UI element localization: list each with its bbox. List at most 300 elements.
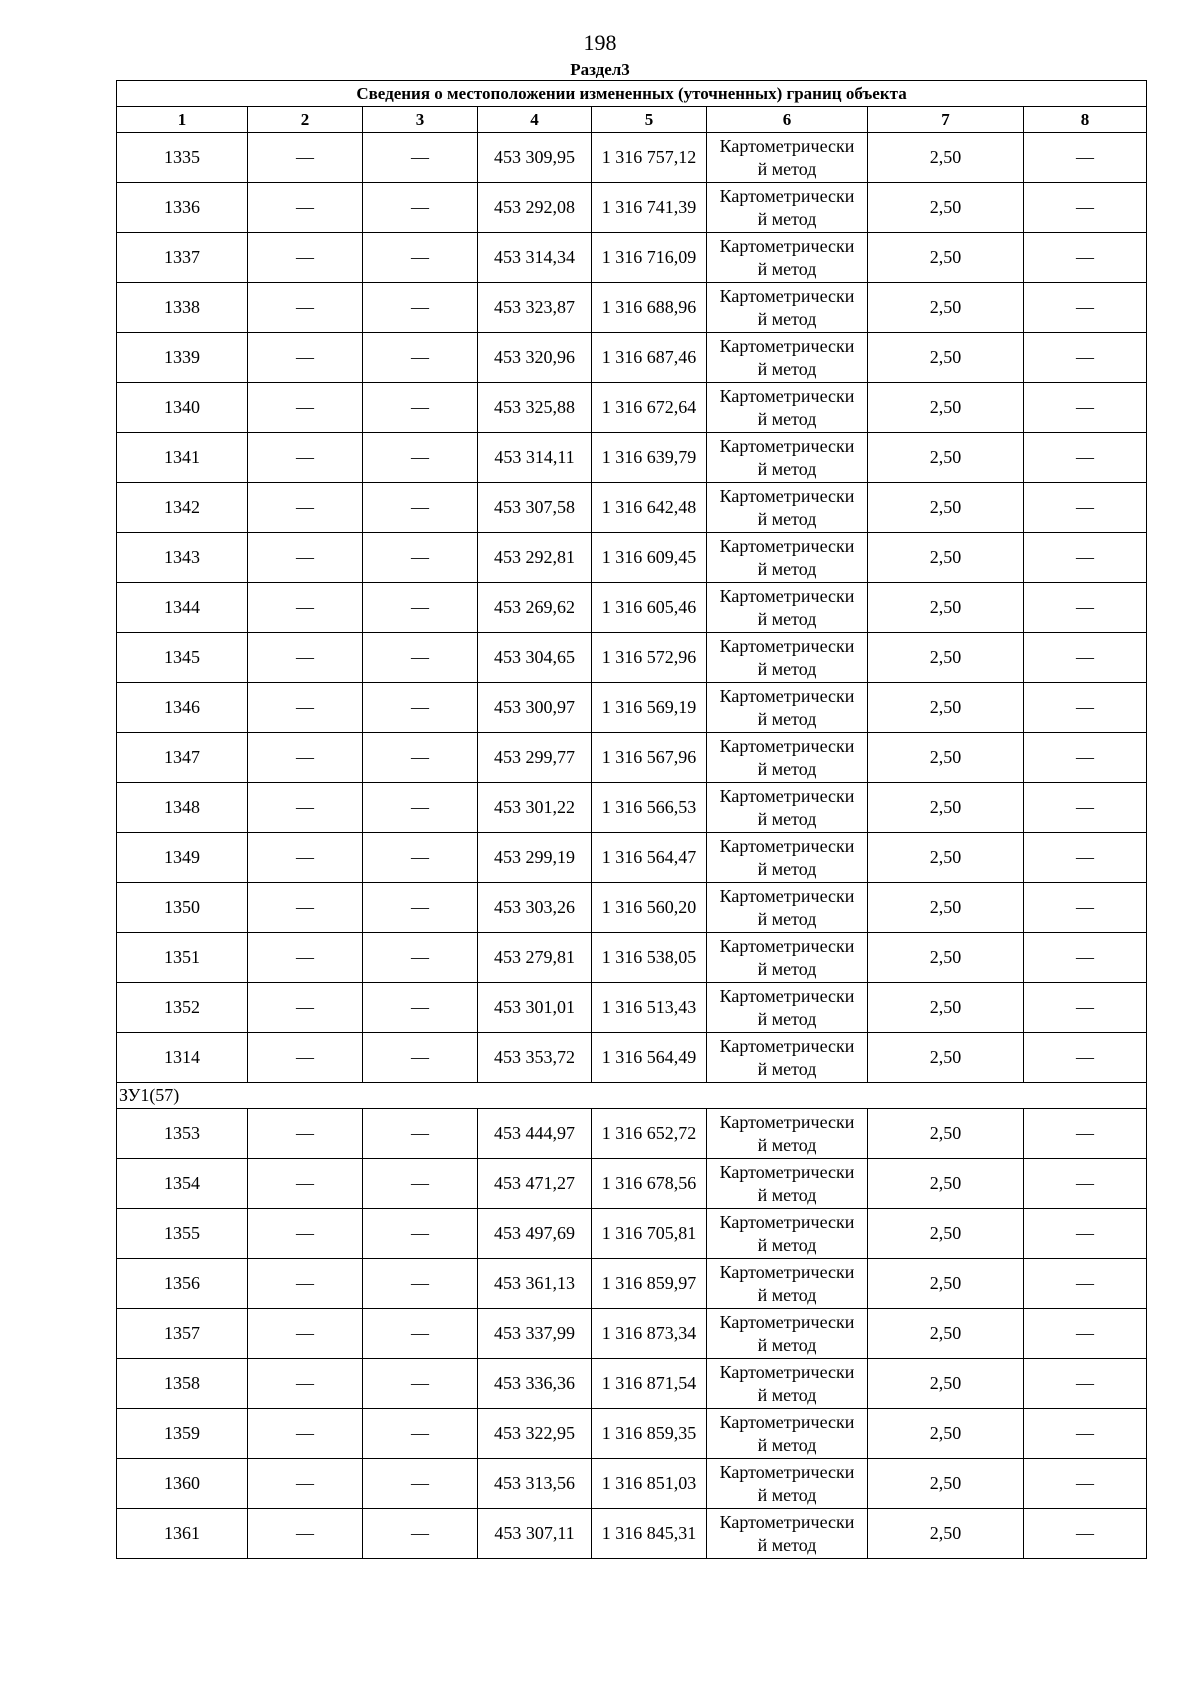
method-cell xyxy=(707,1509,868,1559)
col3-cell: — xyxy=(363,333,478,383)
col2-cell: — xyxy=(248,683,363,733)
table-row xyxy=(117,1159,1147,1209)
point-number-cell: 1351 xyxy=(117,933,248,983)
col3-cell: — xyxy=(363,233,478,283)
point-number-cell: 1345 xyxy=(117,633,248,683)
method-cell xyxy=(707,783,868,833)
col3-cell: — xyxy=(363,283,478,333)
col8-cell: — xyxy=(1024,1259,1147,1309)
table-row xyxy=(117,733,1147,783)
accuracy-cell: 2,50 xyxy=(868,183,1024,233)
method-line-1: Картометрически xyxy=(719,1311,855,1332)
point-number-cell: 1344 xyxy=(117,583,248,633)
method-line-2: й метод xyxy=(757,808,817,829)
method-line-1: Картометрически xyxy=(719,585,855,606)
col8-cell: — xyxy=(1024,133,1147,183)
col8-cell: — xyxy=(1024,883,1147,933)
coord-y-cell: 1 316 859,35 xyxy=(592,1409,707,1459)
coord-x-cell: 453 322,95 xyxy=(478,1409,592,1459)
table-title: Сведения о местоположении измененных (уточненных) границ объекта xyxy=(117,81,1147,107)
coord-y-cell: 1 316 639,79 xyxy=(592,433,707,483)
col3-cell: — xyxy=(363,133,478,183)
col3-cell: — xyxy=(363,433,478,483)
col3-cell: — xyxy=(363,1509,478,1559)
accuracy-cell: 2,50 xyxy=(868,1033,1024,1083)
point-number-cell: 1314 xyxy=(117,1033,248,1083)
col2-cell: — xyxy=(248,483,363,533)
table-row xyxy=(117,1409,1147,1459)
col8-cell: — xyxy=(1024,583,1147,633)
method-line-1: Картометрически xyxy=(719,1035,855,1056)
table-row xyxy=(117,933,1147,983)
coord-x-cell: 453 279,81 xyxy=(478,933,592,983)
table-row xyxy=(117,1359,1147,1409)
accuracy-cell: 2,50 xyxy=(868,1509,1024,1559)
method-line-1: Картометрически xyxy=(719,435,855,456)
section-label: Раздел3 xyxy=(570,60,630,79)
method-cell xyxy=(707,383,868,433)
col3-cell: — xyxy=(363,933,478,983)
col8-cell: — xyxy=(1024,533,1147,583)
col2-cell: — xyxy=(248,233,363,283)
method-line-1: Картометрически xyxy=(719,1361,855,1382)
method-line-1: Картометрически xyxy=(719,1111,855,1132)
method-line-2: й метод xyxy=(757,458,817,479)
method-cell xyxy=(707,1109,868,1159)
col2-cell: — xyxy=(248,833,363,883)
coord-x-cell: 453 314,11 xyxy=(478,433,592,483)
coord-y-cell: 1 316 652,72 xyxy=(592,1109,707,1159)
table-row xyxy=(117,1309,1147,1359)
coord-x-cell: 453 314,34 xyxy=(478,233,592,283)
col8-cell: — xyxy=(1024,633,1147,683)
col3-cell: — xyxy=(363,183,478,233)
coord-y-cell: 1 316 538,05 xyxy=(592,933,707,983)
coord-y-cell: 1 316 716,09 xyxy=(592,233,707,283)
col2-cell: — xyxy=(248,1259,363,1309)
col8-cell: — xyxy=(1024,1359,1147,1409)
method-cell xyxy=(707,883,868,933)
method-line-2: й метод xyxy=(757,1234,817,1255)
coord-x-cell: 453 307,11 xyxy=(478,1509,592,1559)
col2-cell: — xyxy=(248,583,363,633)
col8-cell: — xyxy=(1024,1033,1147,1083)
table-row xyxy=(117,883,1147,933)
method-cell xyxy=(707,283,868,333)
col8-cell: — xyxy=(1024,1409,1147,1459)
method-line-2: й метод xyxy=(757,1284,817,1305)
table-row xyxy=(117,333,1147,383)
method-line-2: й метод xyxy=(757,308,817,329)
col8-cell: — xyxy=(1024,783,1147,833)
method-cell xyxy=(707,983,868,1033)
method-cell xyxy=(707,683,868,733)
method-line-1: Картометрически xyxy=(719,735,855,756)
coord-y-cell: 1 316 513,43 xyxy=(592,983,707,1033)
method-cell xyxy=(707,1159,868,1209)
col8-cell: — xyxy=(1024,233,1147,283)
method-line-2: й метод xyxy=(757,1184,817,1205)
col8-cell: — xyxy=(1024,1309,1147,1359)
accuracy-cell: 2,50 xyxy=(868,1459,1024,1509)
method-line-1: Картометрически xyxy=(719,1461,855,1482)
method-line-2: й метод xyxy=(757,1008,817,1029)
coord-x-cell: 453 303,26 xyxy=(478,883,592,933)
method-line-1: Картометрически xyxy=(719,135,855,156)
group-row xyxy=(117,1083,1147,1109)
col2-cell: — xyxy=(248,383,363,433)
method-line-2: й метод xyxy=(757,758,817,779)
method-cell xyxy=(707,1459,868,1509)
coord-x-cell: 453 323,87 xyxy=(478,283,592,333)
coord-y-cell: 1 316 567,96 xyxy=(592,733,707,783)
accuracy-cell: 2,50 xyxy=(868,383,1024,433)
method-line-2: й метод xyxy=(757,1484,817,1505)
coord-y-cell: 1 316 757,12 xyxy=(592,133,707,183)
accuracy-cell: 2,50 xyxy=(868,1409,1024,1459)
coord-x-cell: 453 336,36 xyxy=(478,1359,592,1409)
table-row xyxy=(117,433,1147,483)
coord-x-cell: 453 292,81 xyxy=(478,533,592,583)
col8-cell: — xyxy=(1024,383,1147,433)
method-cell xyxy=(707,633,868,683)
coord-y-cell: 1 316 741,39 xyxy=(592,183,707,233)
method-line-2: й метод xyxy=(757,258,817,279)
method-line-2: й метод xyxy=(757,208,817,229)
coord-x-cell: 453 313,56 xyxy=(478,1459,592,1509)
col8-cell: — xyxy=(1024,683,1147,733)
method-line-1: Картометрически xyxy=(719,785,855,806)
table-row xyxy=(117,983,1147,1033)
point-number-cell: 1357 xyxy=(117,1309,248,1359)
col2-cell: — xyxy=(248,133,363,183)
coord-y-cell: 1 316 642,48 xyxy=(592,483,707,533)
col2-cell: — xyxy=(248,533,363,583)
col2-cell: — xyxy=(248,183,363,233)
coord-y-cell: 1 316 564,47 xyxy=(592,833,707,883)
table-row xyxy=(117,833,1147,883)
accuracy-cell: 2,50 xyxy=(868,333,1024,383)
point-number-cell: 1338 xyxy=(117,283,248,333)
col8-cell: — xyxy=(1024,433,1147,483)
method-cell xyxy=(707,133,868,183)
point-number-cell: 1346 xyxy=(117,683,248,733)
method-cell xyxy=(707,1309,868,1359)
coord-y-cell: 1 316 672,64 xyxy=(592,383,707,433)
col3-cell: — xyxy=(363,1159,478,1209)
accuracy-cell: 2,50 xyxy=(868,283,1024,333)
coord-x-cell: 453 299,77 xyxy=(478,733,592,783)
method-line-2: й метод xyxy=(757,1384,817,1405)
table-row xyxy=(117,683,1147,733)
method-line-1: Картометрически xyxy=(719,1211,855,1232)
col8-cell: — xyxy=(1024,933,1147,983)
coord-y-cell: 1 316 566,53 xyxy=(592,783,707,833)
column-header: 4 xyxy=(478,107,592,133)
method-cell xyxy=(707,433,868,483)
boundary-table xyxy=(116,80,1147,1559)
col2-cell: — xyxy=(248,283,363,333)
method-line-2: й метод xyxy=(757,858,817,879)
col3-cell: — xyxy=(363,833,478,883)
col3-cell: — xyxy=(363,533,478,583)
method-cell xyxy=(707,733,868,783)
col3-cell: — xyxy=(363,1259,478,1309)
col8-cell: — xyxy=(1024,1459,1147,1509)
table-row xyxy=(117,1033,1147,1083)
method-line-1: Картометрически xyxy=(719,985,855,1006)
table-row xyxy=(117,1509,1147,1559)
method-line-2: й метод xyxy=(757,1434,817,1455)
point-number-cell: 1348 xyxy=(117,783,248,833)
coord-x-cell: 453 309,95 xyxy=(478,133,592,183)
col3-cell: — xyxy=(363,1109,478,1159)
table-row xyxy=(117,233,1147,283)
method-line-1: Картометрически xyxy=(719,635,855,656)
accuracy-cell: 2,50 xyxy=(868,1209,1024,1259)
col3-cell: — xyxy=(363,733,478,783)
col8-cell: — xyxy=(1024,333,1147,383)
table-row xyxy=(117,1459,1147,1509)
coord-x-cell: 453 307,58 xyxy=(478,483,592,533)
coord-x-cell: 453 301,22 xyxy=(478,783,592,833)
table-row xyxy=(117,783,1147,833)
col3-cell: — xyxy=(363,633,478,683)
method-line-2: й метод xyxy=(757,1134,817,1155)
point-number-cell: 1339 xyxy=(117,333,248,383)
method-line-2: й метод xyxy=(757,658,817,679)
accuracy-cell: 2,50 xyxy=(868,1259,1024,1309)
column-header: 2 xyxy=(248,107,363,133)
method-line-1: Картометрически xyxy=(719,1261,855,1282)
col2-cell: — xyxy=(248,433,363,483)
accuracy-cell: 2,50 xyxy=(868,433,1024,483)
table-row xyxy=(117,183,1147,233)
col2-cell: — xyxy=(248,1159,363,1209)
method-line-1: Картометрически xyxy=(719,385,855,406)
column-header: 3 xyxy=(363,107,478,133)
col8-cell: — xyxy=(1024,1159,1147,1209)
method-line-2: й метод xyxy=(757,358,817,379)
col2-cell: — xyxy=(248,1509,363,1559)
method-line-2: й метод xyxy=(757,1534,817,1555)
table-row xyxy=(117,383,1147,433)
method-line-2: й метод xyxy=(757,708,817,729)
method-line-2: й метод xyxy=(757,1334,817,1355)
method-line-1: Картометрически xyxy=(719,535,855,556)
method-cell xyxy=(707,1209,868,1259)
accuracy-cell: 2,50 xyxy=(868,983,1024,1033)
col2-cell: — xyxy=(248,783,363,833)
method-line-2: й метод xyxy=(757,908,817,929)
coord-x-cell: 453 361,13 xyxy=(478,1259,592,1309)
col8-cell: — xyxy=(1024,1109,1147,1159)
page-number: 198 xyxy=(583,30,617,55)
coord-y-cell: 1 316 859,97 xyxy=(592,1259,707,1309)
method-line-1: Картометрически xyxy=(719,935,855,956)
col2-cell: — xyxy=(248,1209,363,1259)
method-cell xyxy=(707,1033,868,1083)
accuracy-cell: 2,50 xyxy=(868,683,1024,733)
col3-cell: — xyxy=(363,1459,478,1509)
method-line-1: Картометрически xyxy=(719,835,855,856)
coord-y-cell: 1 316 705,81 xyxy=(592,1209,707,1259)
column-header: 8 xyxy=(1024,107,1147,133)
column-header: 6 xyxy=(707,107,868,133)
coord-y-cell: 1 316 609,45 xyxy=(592,533,707,583)
column-header: 7 xyxy=(868,107,1024,133)
col8-cell: — xyxy=(1024,283,1147,333)
accuracy-cell: 2,50 xyxy=(868,883,1024,933)
col2-cell: — xyxy=(248,933,363,983)
col2-cell: — xyxy=(248,1109,363,1159)
col2-cell: — xyxy=(248,983,363,1033)
col2-cell: — xyxy=(248,1033,363,1083)
coord-x-cell: 453 320,96 xyxy=(478,333,592,383)
point-number-cell: 1361 xyxy=(117,1509,248,1559)
col2-cell: — xyxy=(248,883,363,933)
method-line-2: й метод xyxy=(757,608,817,629)
table-row xyxy=(117,483,1147,533)
method-line-2: й метод xyxy=(757,508,817,529)
method-cell xyxy=(707,183,868,233)
accuracy-cell: 2,50 xyxy=(868,1359,1024,1409)
method-line-1: Картометрически xyxy=(719,1411,855,1432)
accuracy-cell: 2,50 xyxy=(868,133,1024,183)
col3-cell: — xyxy=(363,1209,478,1259)
col2-cell: — xyxy=(248,733,363,783)
accuracy-cell: 2,50 xyxy=(868,1109,1024,1159)
accuracy-cell: 2,50 xyxy=(868,833,1024,883)
point-number-cell: 1342 xyxy=(117,483,248,533)
point-number-cell: 1356 xyxy=(117,1259,248,1309)
point-number-cell: 1360 xyxy=(117,1459,248,1509)
table-row xyxy=(117,283,1147,333)
method-line-2: й метод xyxy=(757,158,817,179)
point-number-cell: 1343 xyxy=(117,533,248,583)
col2-cell: — xyxy=(248,1409,363,1459)
column-header: 1 xyxy=(117,107,248,133)
coord-x-cell: 453 444,97 xyxy=(478,1109,592,1159)
col3-cell: — xyxy=(363,483,478,533)
coord-y-cell: 1 316 560,20 xyxy=(592,883,707,933)
method-line-1: Картометрически xyxy=(719,335,855,356)
point-number-cell: 1352 xyxy=(117,983,248,1033)
coord-x-cell: 453 269,62 xyxy=(478,583,592,633)
coord-y-cell: 1 316 851,03 xyxy=(592,1459,707,1509)
col3-cell: — xyxy=(363,1409,478,1459)
accuracy-cell: 2,50 xyxy=(868,633,1024,683)
col2-cell: — xyxy=(248,633,363,683)
method-cell xyxy=(707,583,868,633)
coord-y-cell: 1 316 605,46 xyxy=(592,583,707,633)
method-line-1: Картометрически xyxy=(719,885,855,906)
point-number-cell: 1336 xyxy=(117,183,248,233)
col3-cell: — xyxy=(363,1359,478,1409)
method-cell xyxy=(707,833,868,883)
method-line-1: Картометрически xyxy=(719,1511,855,1532)
point-number-cell: 1349 xyxy=(117,833,248,883)
col8-cell: — xyxy=(1024,483,1147,533)
point-number-cell: 1353 xyxy=(117,1109,248,1159)
coord-x-cell: 453 337,99 xyxy=(478,1309,592,1359)
col8-cell: — xyxy=(1024,983,1147,1033)
accuracy-cell: 2,50 xyxy=(868,1309,1024,1359)
col8-cell: — xyxy=(1024,733,1147,783)
accuracy-cell: 2,50 xyxy=(868,233,1024,283)
method-cell xyxy=(707,233,868,283)
point-number-cell: 1347 xyxy=(117,733,248,783)
method-cell xyxy=(707,333,868,383)
col8-cell: — xyxy=(1024,1509,1147,1559)
accuracy-cell: 2,50 xyxy=(868,583,1024,633)
table-row xyxy=(117,583,1147,633)
coord-y-cell: 1 316 687,46 xyxy=(592,333,707,383)
coord-x-cell: 453 353,72 xyxy=(478,1033,592,1083)
accuracy-cell: 2,50 xyxy=(868,533,1024,583)
coord-x-cell: 453 325,88 xyxy=(478,383,592,433)
method-cell xyxy=(707,1259,868,1309)
table-row xyxy=(117,1259,1147,1309)
method-line-1: Картометрически xyxy=(719,235,855,256)
coord-x-cell: 453 471,27 xyxy=(478,1159,592,1209)
coord-y-cell: 1 316 678,56 xyxy=(592,1159,707,1209)
point-number-cell: 1359 xyxy=(117,1409,248,1459)
col8-cell: — xyxy=(1024,183,1147,233)
coord-x-cell: 453 304,65 xyxy=(478,633,592,683)
method-line-2: й метод xyxy=(757,558,817,579)
method-line-1: Картометрически xyxy=(719,1161,855,1182)
group-label: ЗУ1(57) xyxy=(117,1083,1147,1109)
col2-cell: — xyxy=(248,1309,363,1359)
coord-x-cell: 453 299,19 xyxy=(478,833,592,883)
method-line-2: й метод xyxy=(757,408,817,429)
point-number-cell: 1335 xyxy=(117,133,248,183)
col8-cell: — xyxy=(1024,1209,1147,1259)
coord-y-cell: 1 316 871,54 xyxy=(592,1359,707,1409)
method-cell xyxy=(707,1409,868,1459)
point-number-cell: 1340 xyxy=(117,383,248,433)
col3-cell: — xyxy=(363,383,478,433)
method-cell xyxy=(707,483,868,533)
point-number-cell: 1337 xyxy=(117,233,248,283)
accuracy-cell: 2,50 xyxy=(868,783,1024,833)
method-cell xyxy=(707,1359,868,1409)
coord-y-cell: 1 316 873,34 xyxy=(592,1309,707,1359)
method-line-1: Картометрически xyxy=(719,185,855,206)
method-cell xyxy=(707,933,868,983)
table-row xyxy=(117,133,1147,183)
accuracy-cell: 2,50 xyxy=(868,933,1024,983)
col3-cell: — xyxy=(363,1033,478,1083)
method-line-2: й метод xyxy=(757,1058,817,1079)
point-number-cell: 1355 xyxy=(117,1209,248,1259)
col3-cell: — xyxy=(363,983,478,1033)
coord-y-cell: 1 316 564,49 xyxy=(592,1033,707,1083)
point-number-cell: 1354 xyxy=(117,1159,248,1209)
col3-cell: — xyxy=(363,783,478,833)
col2-cell: — xyxy=(248,333,363,383)
coord-x-cell: 453 292,08 xyxy=(478,183,592,233)
coord-y-cell: 1 316 845,31 xyxy=(592,1509,707,1559)
coord-x-cell: 453 301,01 xyxy=(478,983,592,1033)
col3-cell: — xyxy=(363,683,478,733)
coord-x-cell: 453 300,97 xyxy=(478,683,592,733)
method-line-1: Картометрически xyxy=(719,485,855,506)
table-row xyxy=(117,1109,1147,1159)
method-line-1: Картометрически xyxy=(719,685,855,706)
accuracy-cell: 2,50 xyxy=(868,1159,1024,1209)
